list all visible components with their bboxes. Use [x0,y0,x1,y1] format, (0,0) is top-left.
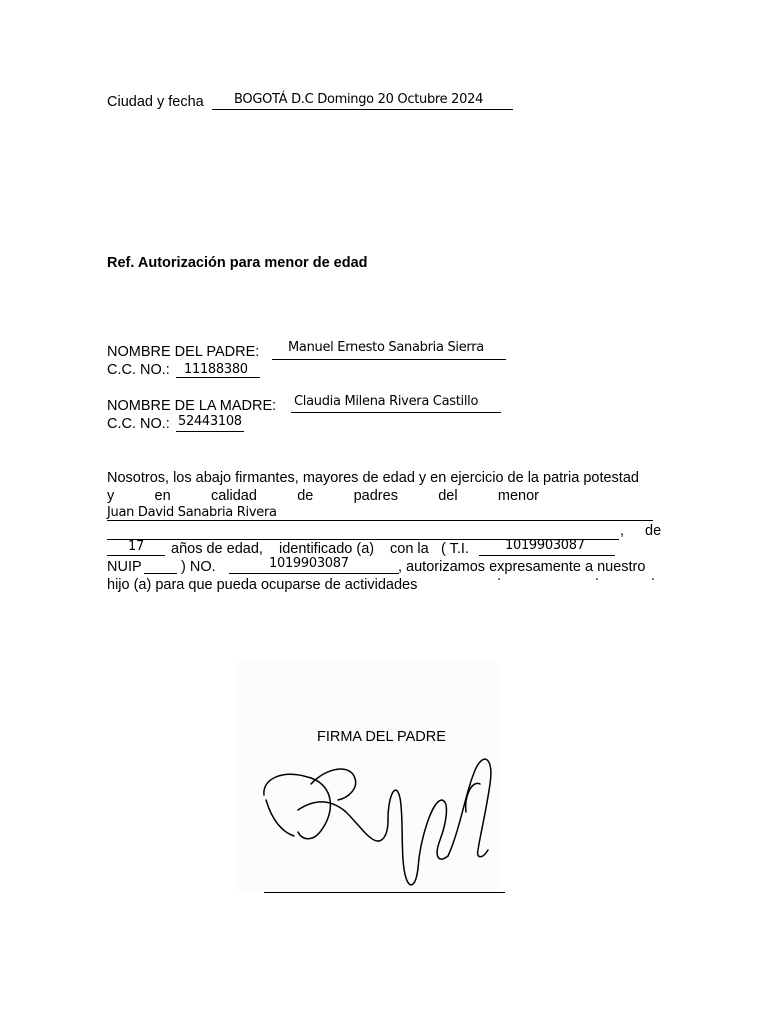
father-cc-underline [176,377,260,378]
age-value: 17 [128,539,144,554]
signature-label: FIRMA DEL PADRE [317,729,446,745]
father-name-label: NOMBRE DEL PADRE: [107,344,260,360]
reference-title: Ref. Autorización para menor de edad [107,255,368,271]
residue-mark [596,578,598,580]
body-line-1: Nosotros, los abajo firmantes, mayores de edad y en ejercicio de la patria potestad [107,470,639,486]
no-underline [229,573,399,574]
residue-mark [652,578,654,580]
father-cc-value: 11188380 [184,362,248,377]
authorize-text: , autorizamos expresamente a nuestro [398,559,646,575]
city-date-underline [212,109,513,110]
minor-name-underline [107,520,653,521]
comma: , [620,523,625,539]
ti-label: ( T.I. [441,541,469,557]
mother-name-label: NOMBRE DE LA MADRE: [107,398,277,414]
no-value: 1019903087 [269,556,349,571]
word: menor [497,488,539,504]
word: en [154,488,171,504]
word: y [107,488,115,504]
mother-cc-value: 52443108 [178,414,242,429]
identified-text: identificado (a) [279,541,375,557]
mother-name-underline [291,412,501,413]
father-name-underline [272,359,506,360]
mother-cc-underline [176,431,244,432]
city-date-label: Ciudad y fecha [107,94,204,110]
nuip-label: NUIP [107,559,142,575]
nuip-underline [144,573,177,574]
residue-mark [498,578,500,580]
minor-name-value: Juan David Sanabria Rivera [107,505,277,520]
con-la-text: con la [390,541,429,557]
mother-name-value: Claudia Milena Rivera Castillo [294,394,479,409]
body-line-2 [107,488,539,504]
ti-underline [479,555,615,556]
word: de [297,488,314,504]
no-label: ) NO. [181,559,216,575]
body-last-line: hijo (a) para que pueda ocuparse de actividades [107,577,418,593]
age-underline [107,555,165,556]
ti-value: 1019903087 [505,538,585,553]
handwritten-signature [236,740,516,900]
word: padres [353,488,398,504]
mother-cc-label: C.C. NO.: [107,416,170,432]
signature-underline [264,892,505,893]
word: calidad [210,488,257,504]
father-name-value: Manuel Ernesto Sanabria Sierra [288,340,484,355]
age-text: años de edad, [171,541,263,557]
father-cc-label: C.C. NO.: [107,362,170,378]
word: del [438,488,458,504]
city-date-value: BOGOTÁ D.C Domingo 20 Octubre 2024 [234,92,484,107]
de-text: de [645,523,662,539]
